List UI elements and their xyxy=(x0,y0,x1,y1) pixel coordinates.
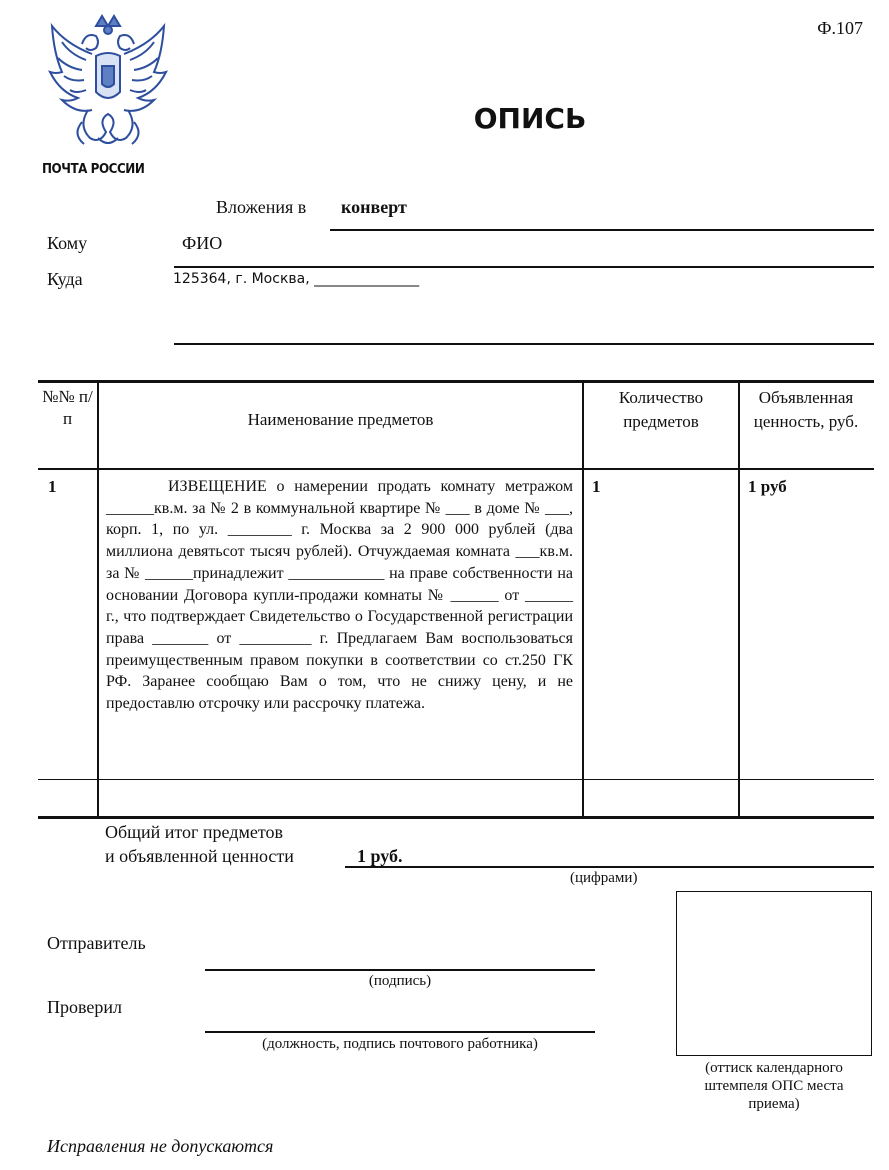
enclosure-value: конверт xyxy=(341,197,407,217)
page-title: ОПИСЬ xyxy=(473,102,587,135)
header-qty: Количество предметов xyxy=(618,388,704,431)
header-num: №№ п/п xyxy=(42,387,93,428)
row-qty: 1 xyxy=(592,477,601,496)
table-bottom-border xyxy=(38,816,874,819)
header-value: Объявленная ценность, руб. xyxy=(753,388,859,431)
stamp-caption: (оттиск календарного штемпеля ОПС места приема) xyxy=(704,1060,844,1112)
row-name: ИЗВЕЩЕНИЕ о намерении продать комнату метражом ______кв.м. за № 2 в коммунальной квартире № ___ в доме № ___, корп. 1, по ул. ________ г. Москва за 2 900 000 рублей (два миллиона девятьсот тысяч рублей). Отчуждаемая комната ___кв.м. за № ______принадлежит ____________ на праве собственности на основании Договора купли-продажи комнаты № ______ от ______ г., что подтверждает Свидетельство о Государственной регистрации права _______ от _________ г. Предлагаем Вам воспользоваться преимущественным правом покупки в соответствии со ст.250 ГК РФ. Заранее сообщаю Вам о том, что не снижу цену, и не предоставлю отсрочку или рассрочку платежа. xyxy=(106,478,573,713)
logo-text: ПОЧТА РОССИИ xyxy=(42,162,145,177)
address-underline xyxy=(174,343,874,345)
table-col-divider xyxy=(738,380,740,818)
header-name: Наименование предметов xyxy=(247,410,434,429)
checked-signature-line xyxy=(205,1031,595,1033)
form-number: Ф.107 xyxy=(817,18,863,38)
address-label: Куда xyxy=(47,269,83,289)
row-value: 1 руб xyxy=(748,477,787,496)
sender-label: Отправитель xyxy=(47,933,146,953)
checked-label: Проверил xyxy=(47,997,122,1017)
table-col-divider xyxy=(582,380,584,818)
stamp-box xyxy=(676,891,872,1056)
total-label-line2: и объявленной ценности xyxy=(105,846,294,866)
sender-signature-line xyxy=(205,969,595,971)
table-top-border xyxy=(38,380,874,383)
footer-note: Исправления не допускаются xyxy=(47,1136,274,1156)
recipient-underline xyxy=(174,266,874,268)
table-row-border xyxy=(38,779,874,780)
checked-caption: (должность, подпись почтового работника) xyxy=(262,1036,538,1052)
recipient-value: ФИО xyxy=(182,233,223,253)
total-value: 1 руб. xyxy=(357,846,403,866)
total-label-line1: Общий итог предметов xyxy=(105,822,283,842)
total-caption: (цифрами) xyxy=(570,870,638,886)
address-value: 125364, г. Москва, _______________ xyxy=(173,271,420,287)
table-col-divider xyxy=(97,380,99,818)
sender-caption: (подпись) xyxy=(368,973,432,989)
enclosure-underline xyxy=(330,229,874,231)
enclosure-label: Вложения в xyxy=(216,197,307,217)
table-header-border xyxy=(38,468,874,470)
recipient-label: Кому xyxy=(47,233,88,253)
row-num: 1 xyxy=(48,477,57,496)
total-underline xyxy=(345,866,874,868)
